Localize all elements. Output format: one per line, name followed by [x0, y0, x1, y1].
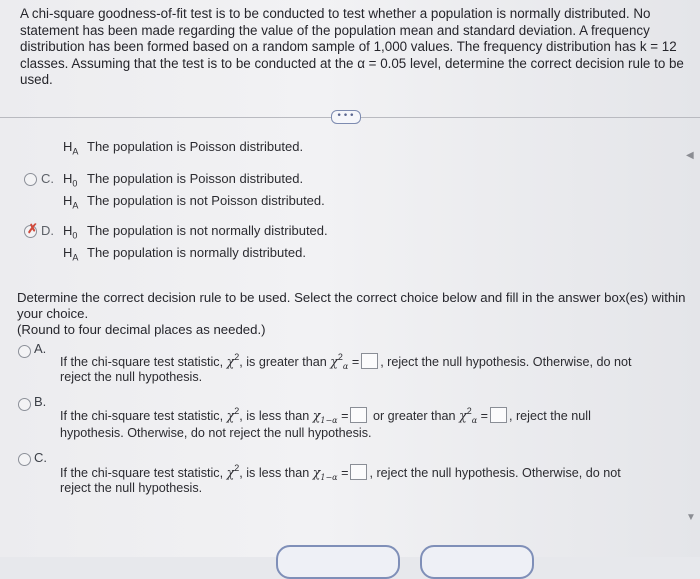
- incorrect-x-icon: ✗: [27, 221, 38, 236]
- option-c-h0[interactable]: $H_0$ The population is Poisson distributed.: [63, 171, 304, 189]
- answer-b-input-box-1[interactable]: [350, 407, 367, 423]
- bottom-button-right[interactable]: [420, 545, 534, 579]
- option-b-ha: $H_A$ The population is Poisson distributed.: [63, 139, 304, 157]
- option-d-h0[interactable]: $H_0$ The population is not normally distributed.: [63, 223, 328, 241]
- h0-symbol: $H_0$: [63, 223, 78, 241]
- question-text: A chi-square goodness-of-fit test is to be conducted to test whether a population is normally distributed. No statement has been made regarding the value of the population mean and standard deviation. A frequency distribution has been formed based on a random sample of 1,000 values. The frequency distribution has k = 12 classes. Assuming that the test is to be conducted at the α = 0.05 level, determine the correct decision rule to be used.: [20, 6, 684, 87]
- answer-c-text[interactable]: If the chi-square test statistic, $\chi^2$, is less than $\chi_{1-\alpha}$ = , reject the null hypothesis. Otherwise, do not: [60, 463, 621, 482]
- instruction-line: Determine the correct decision rule to be used. Select the correct choice below and fill in the answer box(es) within your choice.: [17, 290, 686, 321]
- answer-b-text[interactable]: If the chi-square test statistic, $\chi^2$, is less than $\chi_{1-\alpha}$ = or greater than $\chi^2_\alpha$ = , reject the null: [60, 406, 591, 425]
- ha-symbol: $H_A$: [63, 139, 79, 157]
- answer-c-text-2[interactable]: reject the null hypothesis.: [60, 481, 203, 495]
- answer-b-text-2[interactable]: hypothesis. Otherwise, do not reject the null hypothesis.: [60, 426, 372, 440]
- answer-c-label: C.: [34, 450, 47, 465]
- option-d-ha[interactable]: $H_A$ The population is normally distributed.: [63, 245, 306, 263]
- answer-c-input-box[interactable]: [350, 464, 367, 480]
- option-c-ha[interactable]: $H_A$ The population is not Poisson distributed.: [63, 193, 325, 211]
- answer-b-label: B.: [34, 394, 47, 409]
- expand-more-button[interactable]: •••: [331, 110, 361, 124]
- instruction-text: [17, 290, 687, 338]
- answer-a-input-box[interactable]: [361, 353, 378, 369]
- instruction-round: (Round to four decimal places as needed.): [17, 322, 266, 337]
- scroll-up-icon[interactable]: ◀: [686, 150, 694, 161]
- bottom-button-left[interactable]: [276, 545, 400, 579]
- option-d-label: D.: [41, 223, 54, 238]
- answer-a-radio[interactable]: [18, 345, 31, 358]
- answer-a-text[interactable]: If the chi-square test statistic, $\chi^2$, is greater than $\chi^2_\alpha$ = , reject the null hypothesis. Otherwise, do not: [60, 352, 632, 371]
- answer-c-radio[interactable]: [18, 453, 31, 466]
- option-c-label: C.: [41, 171, 54, 186]
- ha-symbol: $H_A$: [63, 193, 79, 211]
- answer-a-text-2[interactable]: reject the null hypothesis.: [60, 370, 203, 384]
- h0-symbol: $H_0$: [63, 171, 78, 189]
- answer-b-radio[interactable]: [18, 398, 31, 411]
- scroll-down-icon[interactable]: ▼: [686, 512, 696, 523]
- option-c-radio[interactable]: [24, 173, 37, 186]
- answer-b-input-box-2[interactable]: [490, 407, 507, 423]
- answer-a-label: A.: [34, 341, 47, 356]
- ha-symbol: $H_A$: [63, 245, 79, 263]
